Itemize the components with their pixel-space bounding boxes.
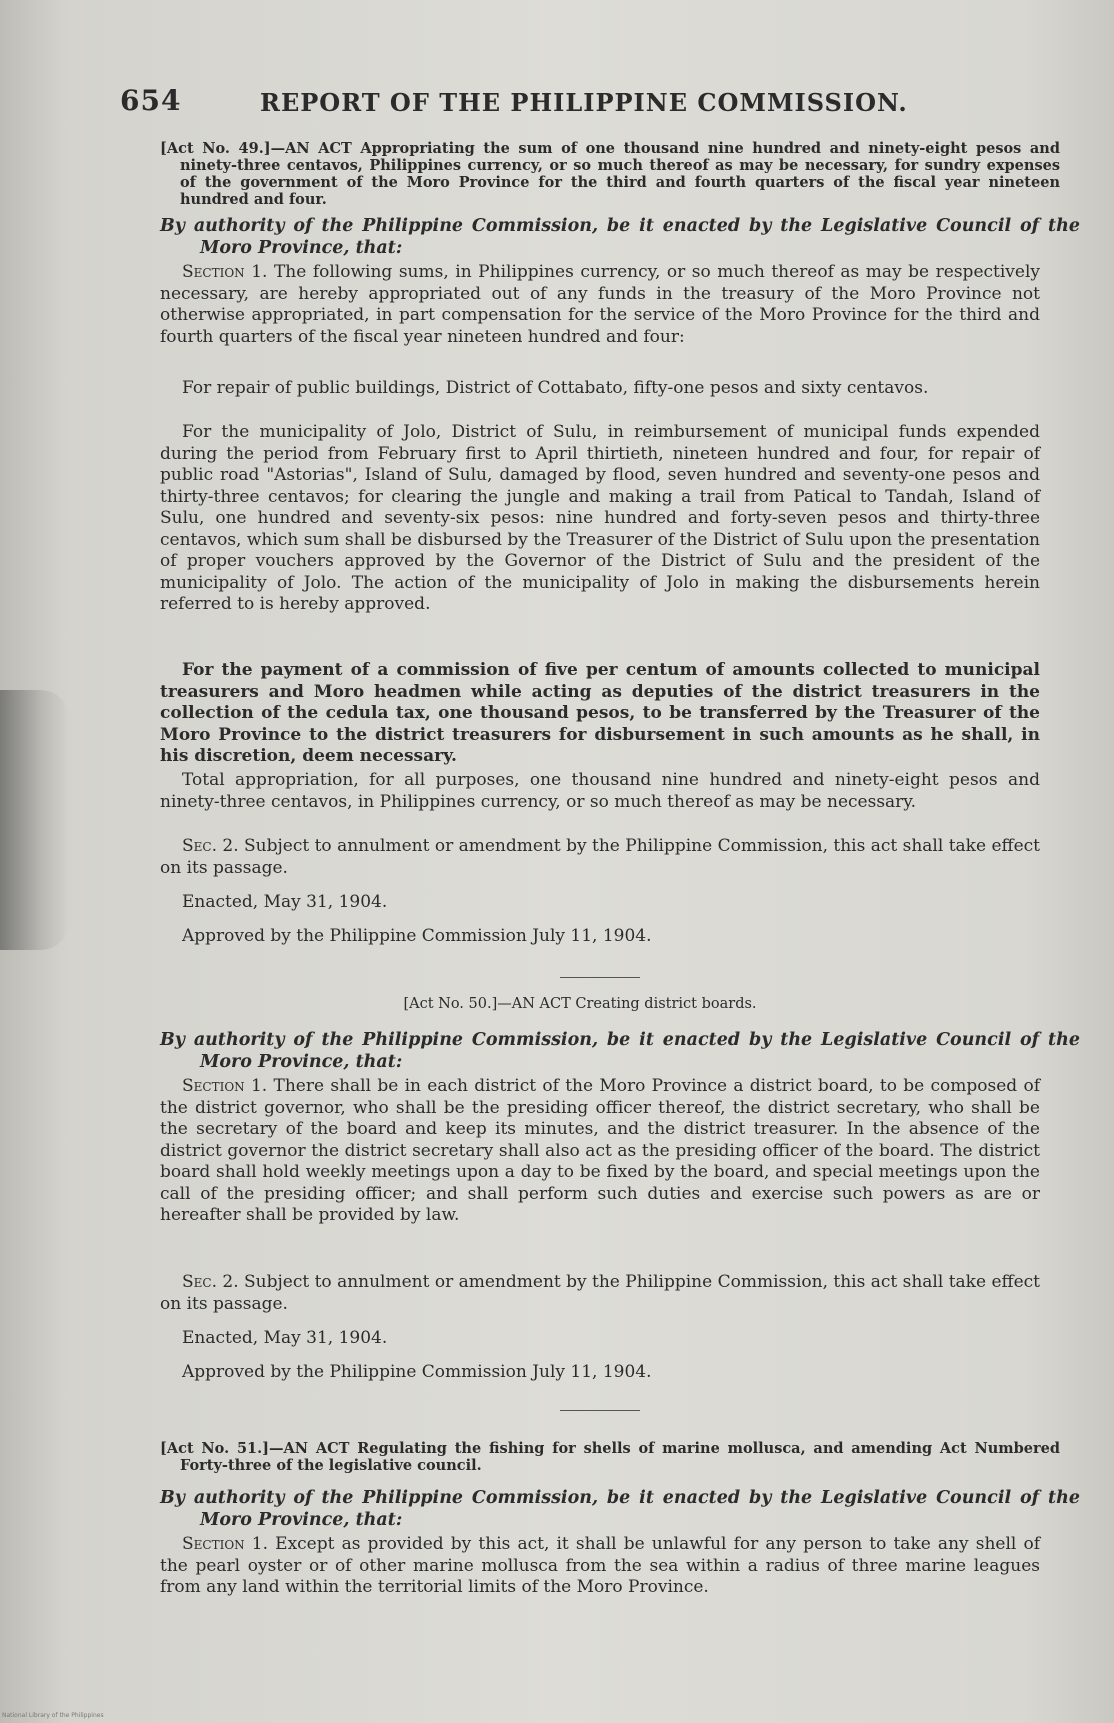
- act49-section1-label: Section 1.: [182, 262, 268, 282]
- page-number: 654: [120, 84, 182, 117]
- act49-header: [Act No. 49.]—AN ACT Appropriating the sum of one thousand nine hundred and ninety-eight pesos and ninety-three centavos, Philippines currency, or so much thereof as may be necessary, for sundry expenses of the government of the Moro Province for the third and fourth quarters of the fiscal year nineteen hundred and four.: [160, 140, 1060, 208]
- act50-enacting-clause: By authority of the Philippine Commission, be it enacted by the Legislative Council of the Moro Province, that:: [160, 1030, 1080, 1072]
- running-head: REPORT OF THE PHILIPPINE COMMISSION.: [260, 88, 908, 117]
- act50-section2-label: Sec. 2.: [182, 1272, 239, 1292]
- act49-section1: [160, 262, 1040, 348]
- act50-section1-text: There shall be in each district of the Moro Province a district board, to be composed of the district governor, who shall be the presiding officer thereof, the district secretary, who shall be the secretary of the board and keep its minutes, and the district treasurer. In the absence of the district governor the district secretary shall also act as the presiding officer of the board. The district board shall hold weekly meetings upon a day to be fixed by the board, and special meetings upon the call of the presiding officer; and shall perform such duties and exercise such powers as are or hereafter shall be provided by law.: [160, 1076, 1040, 1225]
- act49-approved: Approved by the Philippine Commission July 11, 1904.: [182, 926, 652, 946]
- act50-section1-label: Section 1.: [182, 1076, 268, 1096]
- page-binding-shadow: [0, 690, 70, 950]
- act49-enacting-clause: By authority of the Philippine Commission, be it enacted by the Legislative Council of the Moro Province, that:: [160, 216, 1080, 258]
- act51-section1: [160, 1534, 1040, 1599]
- act49-total: Total appropriation, for all purposes, one thousand nine hundred and ninety-eight pesos and ninety-three centavos, in Philippines currency, or so much thereof as may be necessary.: [160, 770, 1040, 812]
- divider-rule: [560, 977, 640, 978]
- act49-enacted: Enacted, May 31, 1904.: [182, 892, 388, 912]
- act49-item-commission: For the payment of a commission of five per centum of amounts collected to municipal treasurers and Moro headmen while acting as deputies of the district treasurers in the collection of the cedula tax, one thousand pesos, to be transferred by the Treasurer of the Moro Province to the district treasurers for disbursement in such amounts as he shall, in his discretion, deem necessary.: [160, 660, 1040, 766]
- page-header: [120, 84, 1040, 124]
- act50-section2-text: Subject to annulment or amendment by the Philippine Commission, this act shall take effect on its passage.: [160, 1272, 1040, 1314]
- act51-header: [Act No. 51.]—AN ACT Regulating the fishing for shells of marine mollusca, and amending Act Numbered Forty-three of the legislative council.: [160, 1440, 1060, 1474]
- act50-enacted: Enacted, May 31, 1904.: [182, 1328, 388, 1348]
- act49-section2-text: Subject to annulment or amendment by the Philippine Commission, this act shall take effect on its passage.: [160, 836, 1040, 878]
- act49-section1-text: The following sums, in Philippines currency, or so much thereof as may be respectively necessary, are hereby appropriated out of any funds in the treasury of the Moro Province not otherwise appropriated, in part compensation for the service of the Moro Province for the third and fourth quarters of the fiscal year nineteen hundred and four:: [160, 262, 1040, 347]
- act49-item-jolo: For the municipality of Jolo, District of Sulu, in reimbursement of municipal funds expended during the period from February first to April thirtieth, nineteen hundred and four, for repair of public road "Astorias", Island of Sulu, damaged by flood, seven hundred and seventy-one pesos and thirty-three centavos; for clearing the jungle and making a trail from Patical to Tandah, Island of Sulu, one hundred and seventy-six pesos: nine hundred and forty-seven pesos and thirty-three centavos, which sum shall be disbursed by the Treasurer of the District of Sulu upon the presentation of proper vouchers approved by the Governor of the District of Sulu and the president of the municipality of Jolo. The action of the municipality of Jolo in making the disbursements herein referred to is hereby approved.: [160, 422, 1040, 614]
- act49-section2: [160, 836, 1040, 879]
- act49-section2-label: Sec. 2.: [182, 836, 239, 856]
- act51-section1-label: Section 1.: [182, 1534, 269, 1554]
- act50-header: [Act No. 50.]—AN ACT Creating district boards.: [403, 996, 757, 1012]
- library-footer-note: National Library of the Philippines: [2, 1712, 104, 1719]
- act51-section1-text: Except as provided by this act, it shall be unlawful for any person to take any shell of the pearl oyster or of other marine mollusca from the sea within a radius of three marine leagues from any land within the territorial limits of the Moro Province.: [160, 1534, 1041, 1597]
- act51-enacting-clause: By authority of the Philippine Commission, be it enacted by the Legislative Council of the Moro Province, that:: [160, 1488, 1080, 1530]
- act50-section1: [160, 1076, 1040, 1227]
- act50-approved: Approved by the Philippine Commission July 11, 1904.: [182, 1362, 652, 1382]
- act50-section2: [160, 1272, 1040, 1315]
- divider-rule: [560, 1410, 640, 1411]
- act49-item-buildings: For repair of public buildings, District of Cottabato, fifty-one pesos and sixty centavos.: [182, 378, 929, 398]
